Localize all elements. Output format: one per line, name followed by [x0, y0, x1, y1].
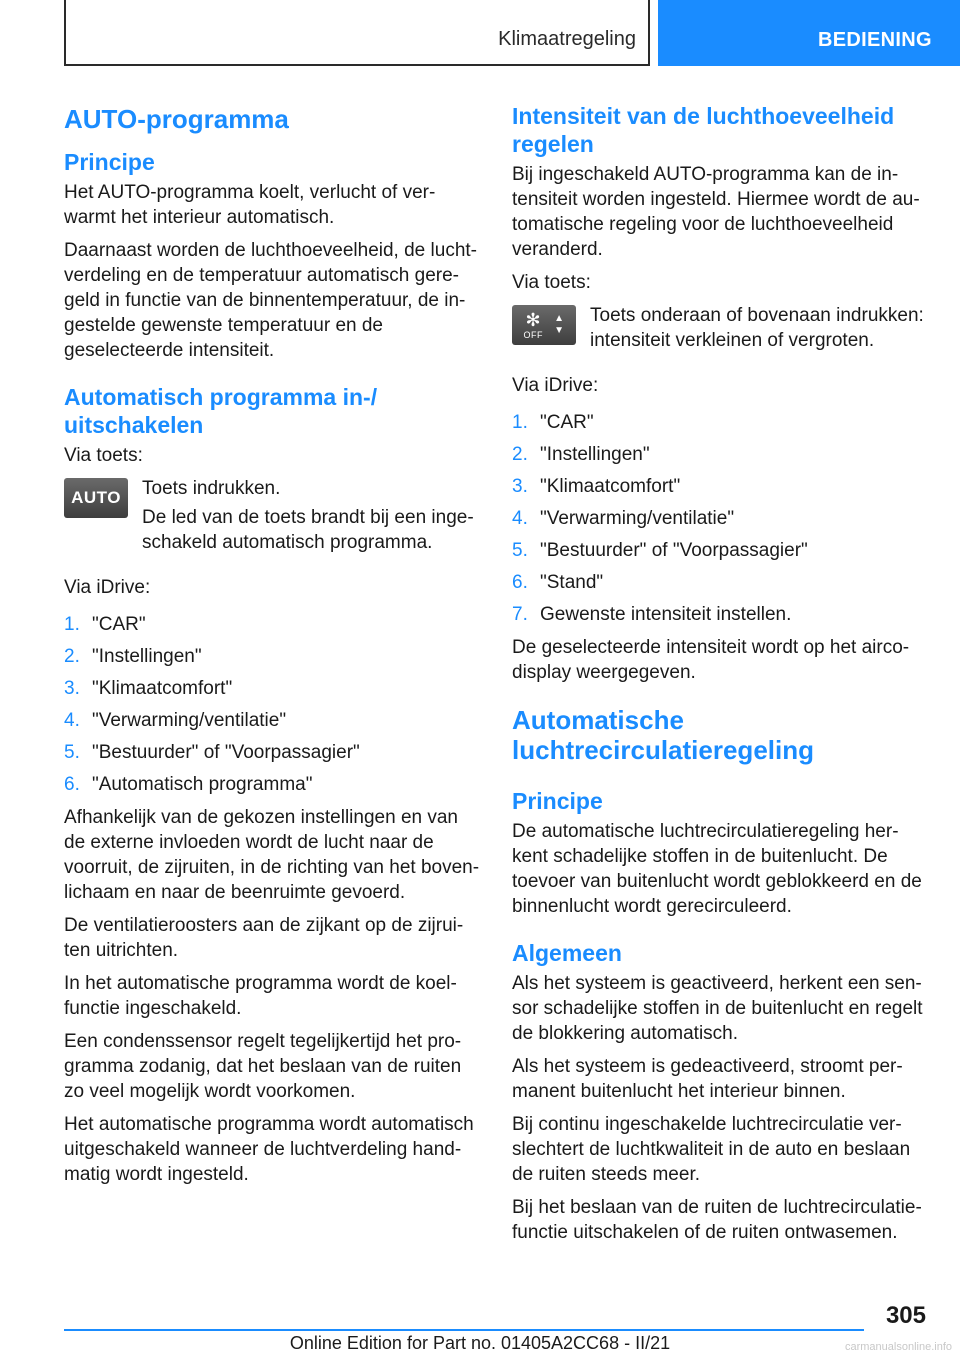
fan-icon: ✻ — [525, 309, 542, 330]
toets-led-note-cont: schakeld automatisch programma. — [142, 532, 433, 553]
off-label: OFF — [523, 329, 544, 340]
via-idrive-label: Via iDrive: — [512, 375, 599, 396]
list-item: 3. "Klimaatcomfort" — [512, 476, 681, 497]
list-item: 1. "CAR" — [512, 412, 594, 433]
heading-auto-programma: AUTO-programma — [64, 104, 289, 134]
paragraph: Een condenssensor regelt tegelijkertijd het pro-gramma zodanig, dat het beslaan van de ruiten zo veel mogelijk wordt voorkomen. — [64, 1031, 462, 1102]
idrive-steps-auto — [64, 612, 480, 797]
paragraph: Het automatische programma wordt automatisch uitgeschakeld wanneer de luchtverdeling hand-matig wordt ingesteld. — [64, 1114, 474, 1185]
list-item: 2. "Instellingen" — [512, 444, 650, 465]
heading-algemeen: Algemeen — [512, 940, 622, 966]
heading-auto-onoff: Automatisch programma in-/ uitschakelen — [64, 384, 378, 438]
page-number: 305 — [885, 1302, 926, 1329]
paragraph: De ventilatieroosters aan de zijkant op de zijrui-ten uitrichten. — [64, 915, 464, 961]
list-item: 6. "Stand" — [512, 572, 604, 593]
heading-principe: Principe — [512, 788, 603, 814]
watermark: carmanualsonline.info — [844, 1341, 952, 1353]
header-chapter-tab: BEDIENING — [658, 0, 960, 66]
header-section-title: Klimaatregeling — [498, 28, 636, 50]
heading-intensiteit: Intensiteit van de luchthoeveelheid regelen — [512, 103, 895, 157]
via-idrive-label: Via iDrive: — [64, 577, 151, 598]
paragraph: Als het systeem is gedeactiveerd, stroomt per-manent buitenlucht het interieur binnen. — [512, 1056, 903, 1102]
list-item: 1. "CAR" — [64, 614, 146, 635]
list-item: 3. "Klimaatcomfort" — [64, 678, 233, 699]
list-item: 2. "Instellingen" — [64, 646, 202, 667]
auto-key-row — [64, 476, 480, 559]
heading-luchtrecirculatie: Automatische luchtrecirculatieregeling — [512, 705, 814, 765]
page-header — [0, 0, 960, 66]
right-column — [512, 100, 928, 1253]
idrive-steps-intensity — [512, 410, 928, 627]
paragraph: Als het systeem is geactiveerd, herkent een sen-sor schadelijke stoffen in de buitenlucht en regelt de blokkering automatisch. — [512, 973, 923, 1044]
left-column — [64, 100, 480, 1195]
list-item: 5. "Bestuurder" of "Voorpassagier" — [64, 742, 360, 763]
toets-instruction: Toets onderaan of bovenaan indrukken: intensiteit verkleinen of vergroten. — [590, 305, 924, 351]
via-toets-label: Via toets: — [64, 445, 143, 466]
list-item: 4. "Verwarming/ventilatie" — [512, 508, 735, 529]
list-item: 7. Gewenste intensiteit instellen. — [512, 604, 792, 625]
header-frame — [64, 0, 650, 66]
paragraph: Bij het beslaan van de ruiten de luchtrecirculatie-functie uitschakelen of de ruiten ontwasemen. — [512, 1197, 922, 1243]
list-item: 5. "Bestuurder" of "Voorpassagier" — [512, 540, 808, 561]
paragraph: Daarnaast worden de luchthoeveelheid, de lucht-verdeling en de temperatuur automatisch gere-geld in functie van de binnentemperatuur, de in-gestelde gewenste temperatuur en de geselecteerde intensiteit. — [64, 240, 477, 361]
footer-edition: Online Edition for Part no. 01405A2CC68 - II/21 — [289, 1333, 671, 1353]
paragraph: Het AUTO-programma koelt, verlucht of ver-warmt het interieur automatisch. — [64, 182, 436, 228]
heading-principe: Principe — [64, 149, 155, 175]
arrow-down-icon: ▼ — [554, 325, 565, 336]
fan-key-row — [512, 303, 928, 357]
via-toets-label: Via toets: — [512, 272, 591, 293]
paragraph: Bij ingeschakeld AUTO-programma kan de in-tensiteit worden ingesteld. Hiermee wordt de au-tomatische regeling voor de luchthoeveelheid veranderd. — [512, 164, 920, 260]
toets-led-note: De led van de toets brandt bij een inge- — [142, 507, 474, 528]
paragraph: De automatische luchtrecirculatieregeling her-kent schadelijke stoffen in de buitenlucht. De toevoer van buitenlucht wordt geblokkeerd en de binnenlucht wordt gerecirculeerd. — [512, 821, 922, 917]
paragraph: Afhankelijk van de gekozen instellingen en van de externe invloeden wordt de lucht naar de voorruit, de zijruiten, in de richting van het boven-lichaam en naar de beenruimte gevoerd. — [64, 807, 480, 903]
fan-intensity-key-icon — [512, 305, 576, 345]
paragraph: Bij continu ingeschakelde luchtrecirculatie ver-slechtert de luchtkwaliteit in de auto en beslaan de ruiten steeds meer. — [512, 1114, 911, 1185]
paragraph: De geselecteerde intensiteit wordt op het airco-display weergegeven. — [512, 637, 910, 683]
list-item: 6. "Automatisch programma" — [64, 774, 313, 795]
arrow-up-icon: ▲ — [554, 313, 565, 324]
list-item: 4. "Verwarming/ventilatie" — [64, 710, 287, 731]
paragraph: In het automatische programma wordt de koel-functie ingeschakeld. — [64, 973, 457, 1019]
toets-instruction: Toets indrukken. — [142, 478, 281, 499]
footer-divider — [64, 1329, 864, 1331]
auto-key-icon: AUTO — [64, 478, 128, 518]
